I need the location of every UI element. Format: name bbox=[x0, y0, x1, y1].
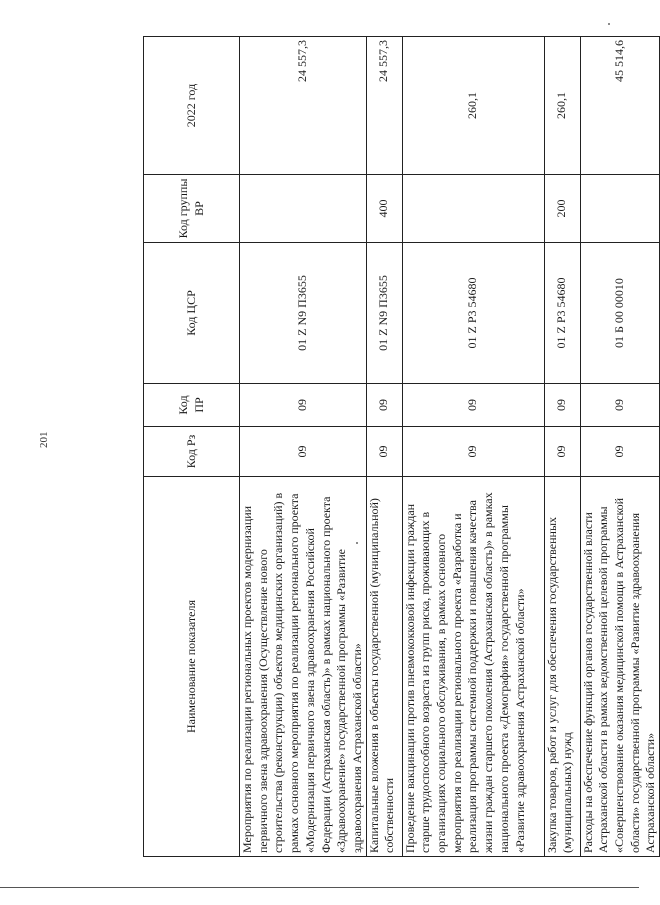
row-pr: 09 bbox=[544, 384, 580, 427]
row-vr: 400 bbox=[366, 175, 402, 243]
row-pr: 09 bbox=[402, 384, 544, 427]
row-value: 45 514,6 bbox=[580, 37, 660, 175]
header-year: 2022 год bbox=[144, 37, 240, 175]
row-vr bbox=[580, 175, 660, 243]
row-name: Расходы на обеспечение функций органов государственной власти Астраханской области в рамках ведомственной целевой программы «Совершенствование оказания медицинской помощи в Астраханской области» государственной программы «Развитие здравоохранения Астраханской области» bbox=[580, 477, 660, 857]
row-pr: 09 bbox=[240, 384, 367, 427]
header-pr: Код ПР bbox=[144, 384, 240, 427]
table-row bbox=[402, 37, 544, 857]
row-csr: 01 Б 00 00010 bbox=[580, 243, 660, 384]
bottom-rule bbox=[0, 887, 639, 888]
page-number: 201 bbox=[38, 431, 50, 448]
header-row bbox=[144, 37, 240, 857]
row-csr: 01 Z N9 П3655 bbox=[240, 243, 367, 384]
row-pr: 09 bbox=[580, 384, 660, 427]
row-rz: 09 bbox=[240, 427, 367, 477]
scan-speck bbox=[608, 23, 610, 25]
budget-table bbox=[143, 36, 660, 857]
row-rz: 09 bbox=[580, 427, 660, 477]
budget-table-rotated bbox=[143, 37, 658, 857]
table-row bbox=[366, 37, 402, 857]
row-value: 260,1 bbox=[402, 37, 544, 175]
row-name: Капитальные вложения в объекты государственной (муниципальной) собственности bbox=[366, 477, 402, 857]
row-vr: 200 bbox=[544, 175, 580, 243]
header-rz: Код Рз bbox=[144, 427, 240, 477]
header-name: Наименование показателя bbox=[144, 477, 240, 857]
row-csr: 01 Z P3 54680 bbox=[544, 243, 580, 384]
row-rz: 09 bbox=[366, 427, 402, 477]
row-vr bbox=[402, 175, 544, 243]
row-value: 260,1 bbox=[544, 37, 580, 175]
table-row bbox=[240, 37, 367, 857]
row-value: 24 557,3 bbox=[366, 37, 402, 175]
row-csr: 01 Z P3 54680 bbox=[402, 243, 544, 384]
row-vr bbox=[240, 175, 367, 243]
row-rz: 09 bbox=[544, 427, 580, 477]
row-name: Проведение вакцинации против пневмококковой инфекции граждан старше трудоспособного возраста из групп риска, проживающих в организациях социального обслуживания, в рамках основного мероприятия по реализации регионального проекта «Разработка и реализация программы системной поддержки и повышения качества жизни граждан старшего поколения (Астраханская область)» в рамках национального проекта «Демография» государственной программы «Развитие здравоохранения Астраханской области» bbox=[402, 477, 544, 857]
table-row bbox=[580, 37, 660, 857]
row-value: 24 557,3 bbox=[240, 37, 367, 175]
row-name: Мероприятия по реализации региональных проектов модернизации первичного звена здравоохранения (Осуществление нового строительства (реконструкции) объектов медицинских организаций) в рамках основного мероприятия по реализации регионального проекта «Модернизация первичного звена здравоохранения Российской Федерации (Астраханская область)» в рамках национального проекта «Здравоохранение» государственной программы «Развитие здравоохранения Астраханской области» bbox=[240, 477, 367, 857]
row-csr: 01 Z N9 П3655 bbox=[366, 243, 402, 384]
table-row bbox=[544, 37, 580, 857]
header-csr: Код ЦСР bbox=[144, 243, 240, 384]
row-pr: 09 bbox=[366, 384, 402, 427]
header-vr: Код группы ВР bbox=[144, 175, 240, 243]
row-rz: 09 bbox=[402, 427, 544, 477]
row-name: Закупка товаров, работ и услуг для обеспечения государственных (муниципальных) нужд bbox=[544, 477, 580, 857]
